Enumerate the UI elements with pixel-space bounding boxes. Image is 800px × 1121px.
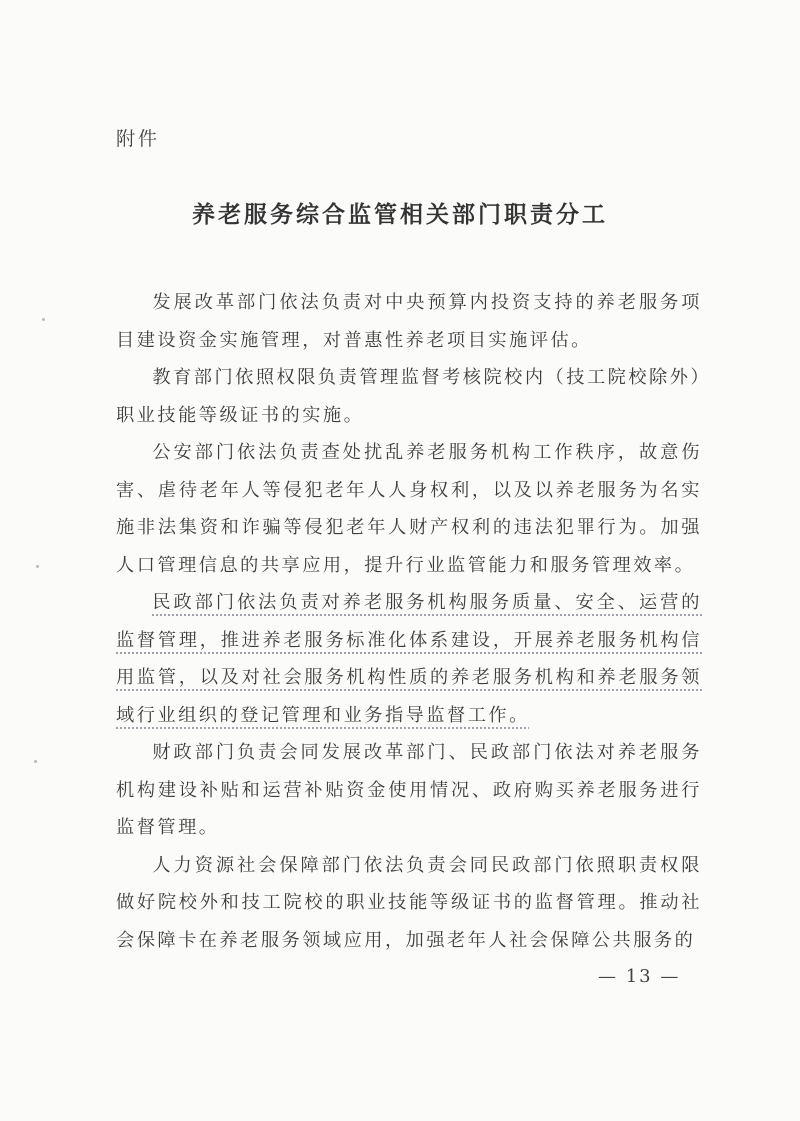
paragraph-public-security: 公安部门依法负责查处扰乱养老服务机构工作秩序，故意伤害、虐待老年人等侵犯老年人人身权利，以及以养老服务为名实施非法集资和诈骗等侵犯老年人财产权利的违法犯罪行为。加强人口管理信息的共享应用，提升行业监管能力和服务管理效率。 bbox=[116, 442, 702, 576]
paragraph-development-reform: 发展改革部门依法负责对中央预算内投资支持的养老服务项目建设资金实施管理，对普惠性养老项目实施评估。 bbox=[116, 292, 702, 351]
scan-speck bbox=[34, 760, 37, 763]
page-number: — 13 — bbox=[598, 966, 681, 987]
attachment-label: 附件 bbox=[116, 128, 161, 150]
scan-speck bbox=[42, 318, 45, 321]
scan-speck bbox=[36, 565, 39, 568]
paragraph-education: 教育部门依照权限负责管理监督考核院校内（技工院校除外）职业技能等级证书的实施。 bbox=[116, 367, 702, 426]
paragraph-human-resources: 人力资源社会保障部门依法负责会同民政部门依照职责权限做好院校外和技工院校的职业技能等级证书的监督管理。推动社会保障卡在养老服务领域应用，加强老年人社会保障公共服务的 bbox=[116, 854, 702, 951]
document-title: 养老服务综合监管相关部门职责分工 bbox=[192, 201, 608, 228]
paragraph-finance: 财政部门负责会同发展改革部门、民政部门依法对养老服务机构建设补贴和运营补贴资金使用情况、政府购买养老服务进行监督管理。 bbox=[116, 742, 702, 838]
document-body bbox=[116, 284, 702, 959]
paragraph-civil-affairs: 民政部门依法负责对养老服务机构服务质量、安全、运营的监督管理，推进养老服务标准化体系建设，开展养老服务机构信用监管，以及对社会服务机构性质的养老服务机构和养老服务领域行业组织的登记管理和业务指导监督工作。 bbox=[116, 592, 702, 726]
